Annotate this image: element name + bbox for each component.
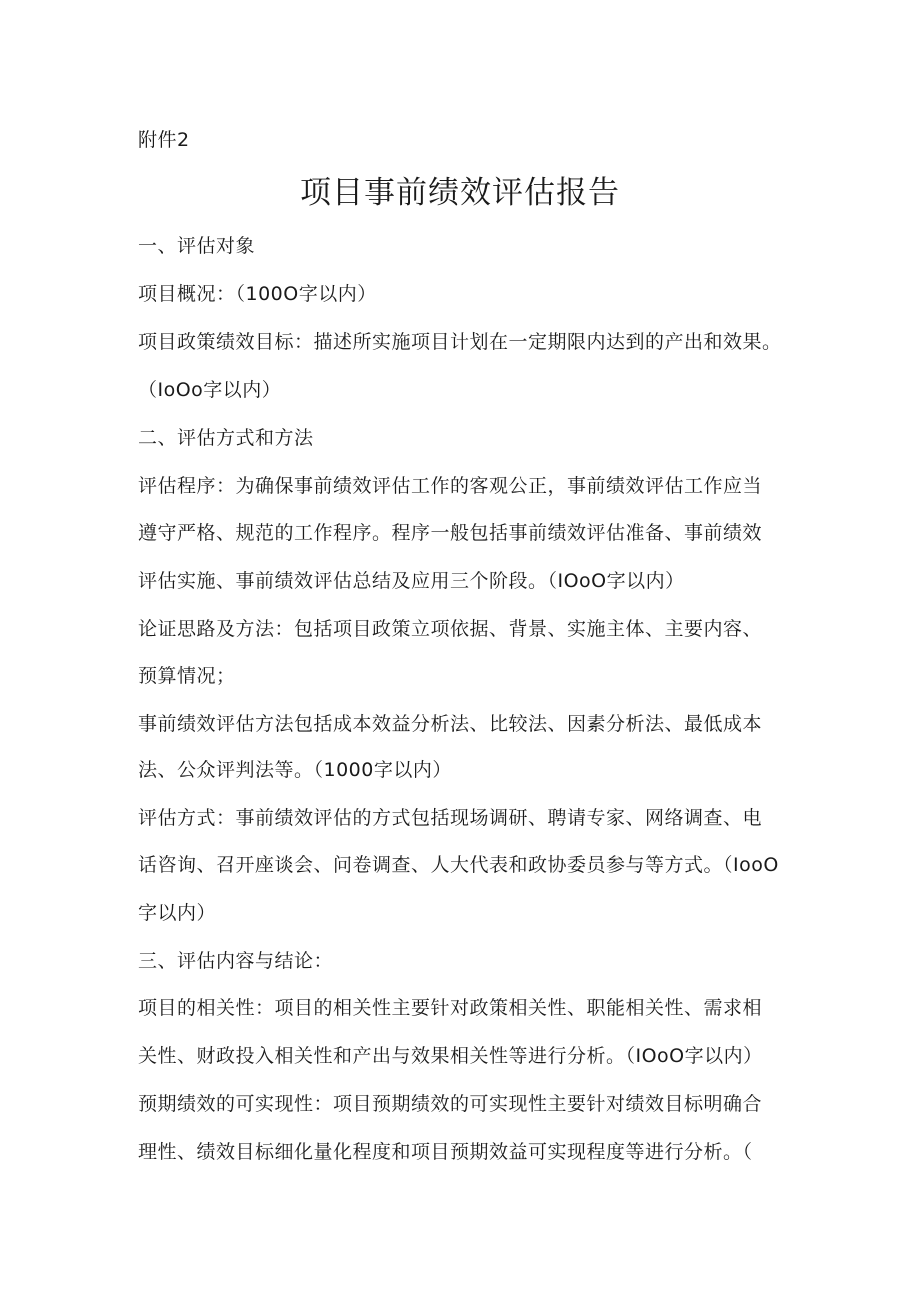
paragraph-line: 论证思路及方法：包括项目政策立项依据、背景、实施主体、主要内容、	[138, 618, 763, 640]
paragraph-line: 法、公众评判法等。（1000字以内）	[138, 759, 452, 781]
document-title: 项目事前绩效评估报告	[300, 175, 620, 211]
section-heading: 一、评估对象	[138, 235, 256, 257]
paragraph-line: 字以内）	[138, 902, 217, 924]
paragraph-line: 项目的相关性：项目的相关性主要针对政策相关性、职能相关性、需求相	[138, 997, 763, 1019]
paragraph-line: 评估方式：事前绩效评估的方式包括现场调研、聘请专家、网络调查、电	[138, 807, 763, 829]
paragraph-line: 评估程序：为确保事前绩效评估工作的客观公正，事前绩效评估工作应当	[138, 475, 763, 497]
paragraph-line: 评估实施、事前绩效评估总结及应用三个阶段。（IOoO字以内）	[138, 570, 685, 592]
paragraph-line: 项目概况：（100O字以内）	[138, 283, 377, 305]
section-heading: 三、评估内容与结论：	[138, 950, 334, 972]
paragraph-line: （IoOo字以内）	[138, 379, 282, 401]
paragraph-line: 遵守严格、规范的工作程序。程序一般包括事前绩效评估准备、事前绩效	[138, 522, 763, 544]
attachment-label: 附件2	[138, 129, 190, 151]
paragraph-line: 预期绩效的可实现性：项目预期绩效的可实现性主要针对绩效目标明确合	[138, 1093, 763, 1115]
paragraph-line: 事前绩效评估方法包括成本效益分析法、比较法、因素分析法、最低成本	[138, 713, 763, 735]
paragraph-line: 关性、财政投入相关性和产出与效果相关性等进行分析。（IOoO字以内）	[138, 1045, 763, 1067]
paragraph-line: 预算情况；	[138, 665, 236, 687]
paragraph-line: 理性、绩效目标细化量化程度和项目预期效益可实现程度等进行分析。（	[138, 1141, 753, 1163]
paragraph-line: 话咨询、召开座谈会、问卷调查、人大代表和政协委员参与等方式。（IooO	[138, 854, 779, 876]
section-heading: 二、评估方式和方法	[138, 427, 314, 449]
paragraph-line: 项目政策绩效目标：描述所实施项目计划在一定期限内达到的产出和效果。	[138, 331, 782, 353]
